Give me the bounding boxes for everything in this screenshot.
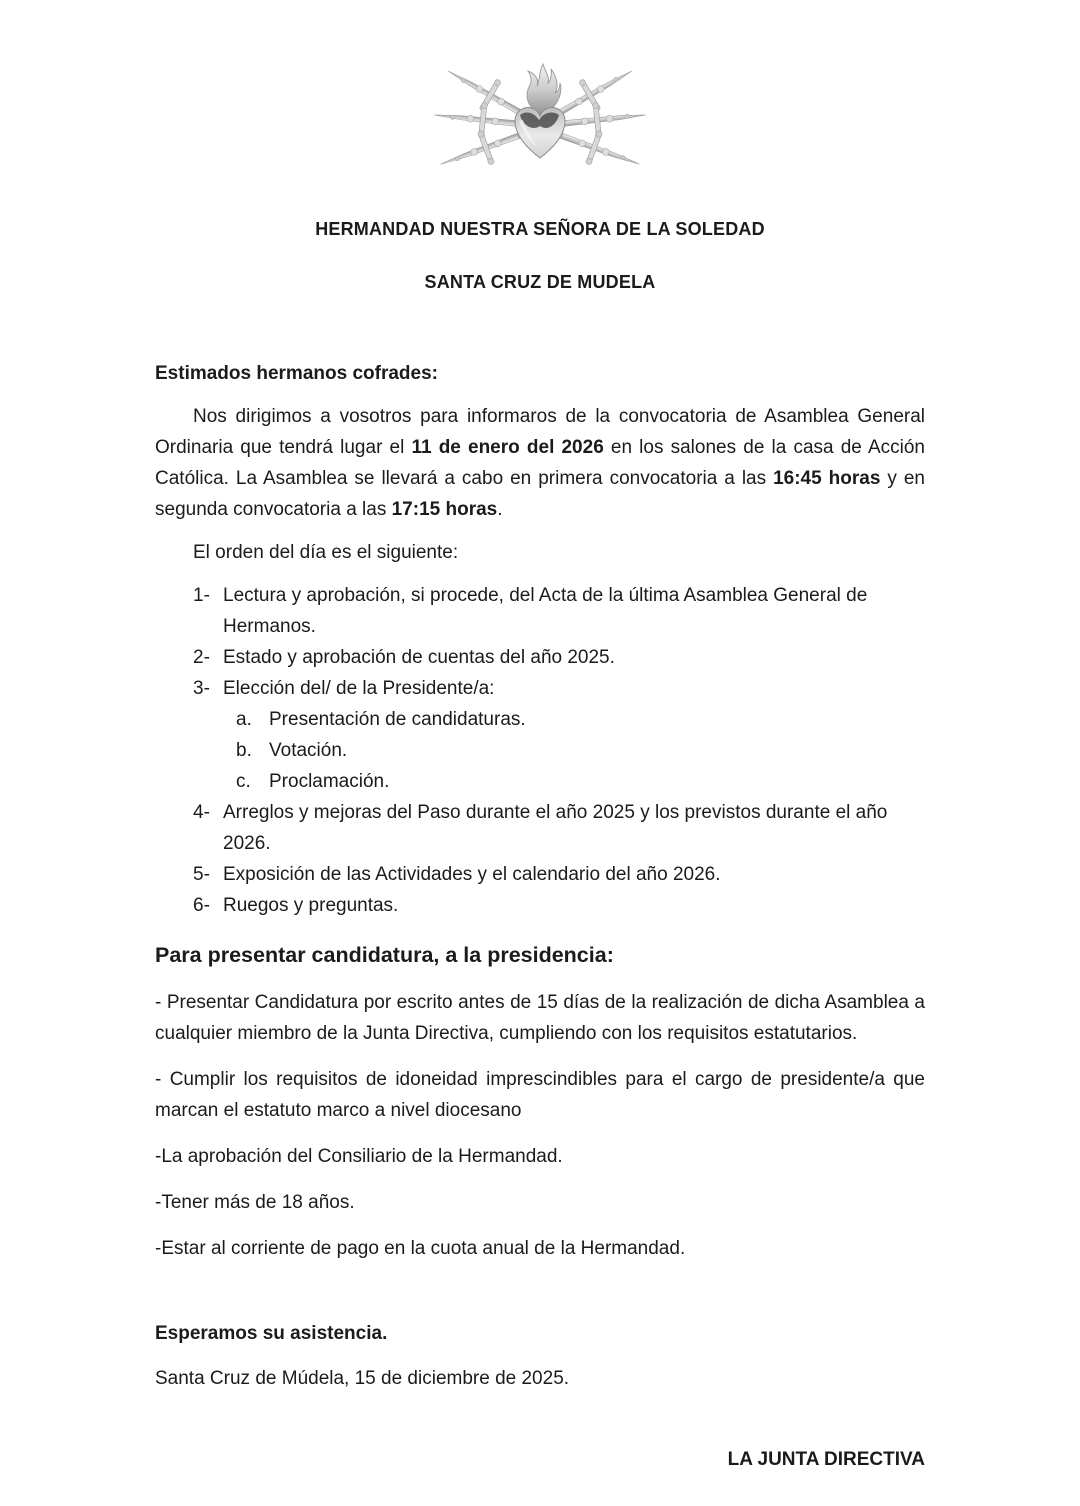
candidacy-heading: Para presentar candidatura, a la presidencia: [155, 943, 614, 967]
agenda-subitem-letter: b. [236, 740, 252, 761]
agenda-item-text: Estado y aprobación de cuentas del año 2025. [223, 647, 615, 668]
logo [155, 58, 925, 186]
agenda-item-2 [193, 642, 925, 673]
first-call-time: 16:45 horas [773, 468, 881, 489]
agenda-item-text: Exposición de las Actividades y el calendario del año 2026. [223, 864, 721, 885]
salutation: Estimados hermanos cofrades: [155, 363, 438, 384]
agenda-intro: El orden del día es el siguiente: [193, 542, 459, 563]
org-location: SANTA CRUZ DE MUDELA [424, 272, 656, 292]
candidacy-requirement-2: - Cumplir los requisitos de idoneidad imprescindibles para el cargo de presidente/a que marcan el estatuto marco a nivel diocesano [155, 1069, 925, 1121]
agenda-item-number: 3- [193, 678, 210, 699]
agenda-item-5 [193, 859, 925, 890]
agenda-item-number: 6- [193, 895, 210, 916]
assembly-date: 11 de enero del 2026 [411, 437, 604, 458]
agenda-item-text: Ruegos y preguntas. [223, 895, 399, 916]
second-call-time: 17:15 horas [391, 499, 498, 520]
agenda-item-3 [193, 673, 925, 704]
intro-paragraph [155, 401, 925, 525]
heart-pierced-by-daggers-icon [423, 58, 657, 184]
intro-text-3: y en segunda convocatoria a las [155, 468, 925, 520]
agenda-item-text: Elección del/ de la Presidente/a: [223, 678, 495, 699]
intro-text-4: . [497, 499, 503, 520]
agenda-item-number: 1- [193, 585, 210, 606]
candidacy-requirement-3: -La aprobación del Consiliario de la Hermandad. [155, 1146, 563, 1167]
agenda-item-number: 5- [193, 864, 210, 885]
org-title: HERMANDAD NUESTRA SEÑORA DE LA SOLEDAD [315, 219, 765, 239]
agenda-list [155, 580, 925, 921]
candidacy-requirement-5: -Estar al corriente de pago en la cuota anual de la Hermandad. [155, 1238, 686, 1259]
attendance-note: Esperamos su asistencia. [155, 1323, 388, 1344]
intro-text-2: en los salones de la casa de Acción Católica. La Asamblea se llevará a cabo en primera convocatoria a las [155, 437, 925, 489]
agenda-subitem-text: Proclamación. [269, 771, 390, 792]
agenda-subitem-text: Votación. [269, 740, 348, 761]
dateline: Santa Cruz de Múdela, 15 de diciembre de 2025. [155, 1368, 570, 1389]
agenda-item-number: 2- [193, 647, 210, 668]
agenda-subitem-c [193, 766, 925, 797]
signature: LA JUNTA DIRECTIVA [727, 1449, 925, 1470]
agenda-item-6 [193, 890, 925, 921]
agenda-subitem-text: Presentación de candidaturas. [269, 709, 526, 730]
agenda-item-number: 4- [193, 802, 210, 823]
candidacy-requirement-1: - Presentar Candidatura por escrito antes de 15 días de la realización de dicha Asamblea a cualquier miembro de la Junta Directiva, cumpliendo con los requisitos estatutarios. [155, 992, 925, 1044]
candidacy-requirement-4: -Tener más de 18 años. [155, 1192, 355, 1213]
agenda-item-4 [193, 797, 925, 859]
agenda-subitem-letter: a. [236, 709, 252, 730]
intro-text-1: Nos dirigimos a vosotros para informaros de la convocatoria de Asamblea General Ordinaria que tendrá lugar el [155, 406, 925, 458]
agenda-subitem-a [193, 704, 925, 735]
agenda-item-text: Arreglos y mejoras del Paso durante el año 2025 y los previstos durante el año 2026. [223, 802, 888, 854]
agenda-subitem-letter: c. [236, 771, 251, 792]
agenda-subitem-b [193, 735, 925, 766]
agenda-item-text: Lectura y aprobación, si procede, del Acta de la última Asamblea General de Hermanos. [223, 585, 868, 637]
agenda-item-1 [193, 580, 925, 642]
